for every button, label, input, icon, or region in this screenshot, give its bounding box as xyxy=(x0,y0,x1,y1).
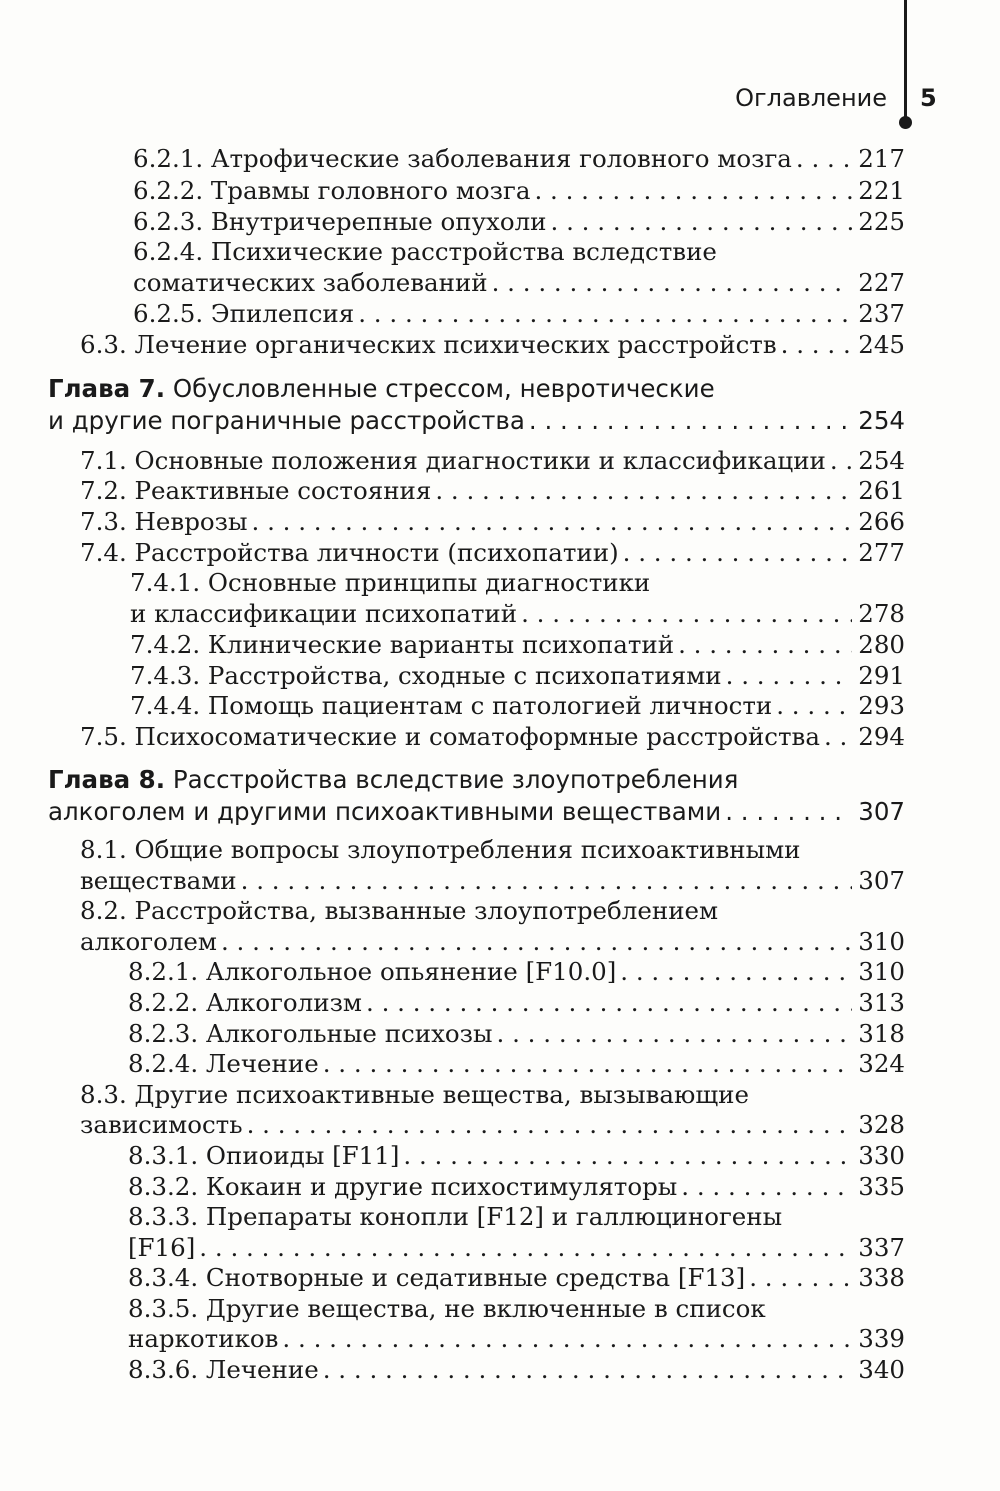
toc-entry-title: 7.3. Неврозы xyxy=(80,507,248,536)
chapter-title: Расстройства вследствие злоупотребления xyxy=(172,765,739,794)
toc-entry-title[interactable]: 6.2.4. Психические расстройства вследствие xyxy=(133,237,717,266)
toc-leader xyxy=(252,506,853,537)
toc-entry-title: алкоголем и другими психоактивными веществами xyxy=(48,797,722,826)
toc-entry-title[interactable]: 8.3. Другие психоактивные вещества, вызывающие xyxy=(80,1080,749,1109)
toc-entry-page: 330 xyxy=(858,1141,905,1170)
toc-entry-page: 337 xyxy=(858,1233,905,1262)
toc-entry-page: 221 xyxy=(858,176,905,205)
toc-entry[interactable] xyxy=(128,1232,905,1263)
toc-entry-title: 8.3.1. Опиоиды [F11] xyxy=(128,1141,400,1170)
toc-leader xyxy=(521,598,852,629)
toc-entry[interactable] xyxy=(80,1109,905,1140)
toc-entry-page: 335 xyxy=(858,1172,905,1201)
toc-entry-page: 254 xyxy=(858,446,905,475)
toc-entry-title[interactable]: 8.3.3. Препараты конопли [F12] и галлюциногены xyxy=(128,1202,783,1231)
toc-entry[interactable] xyxy=(130,598,905,629)
toc-entry[interactable] xyxy=(130,629,905,660)
toc-entry[interactable] xyxy=(80,721,905,752)
toc-entry-title: [F16] xyxy=(128,1233,196,1262)
toc-entry[interactable] xyxy=(80,865,905,896)
toc-entry-title: 7.4.4. Помощь пациентам с патологией личности xyxy=(130,691,773,720)
toc-leader xyxy=(497,1018,853,1049)
toc-entry[interactable] xyxy=(128,987,905,1018)
toc-leader xyxy=(247,1109,853,1140)
toc-leader xyxy=(781,329,853,360)
toc-entry-page: 245 xyxy=(858,330,905,359)
toc-entry-title[interactable]: 8.3.5. Другие вещества, не включенные в список xyxy=(128,1294,766,1323)
toc-entry[interactable] xyxy=(133,298,905,329)
toc-entry[interactable] xyxy=(48,405,905,436)
toc-entry-page: 293 xyxy=(858,691,905,720)
toc-entry[interactable] xyxy=(128,956,905,987)
toc-entry-page: 261 xyxy=(858,476,905,505)
toc-entry-title: наркотиков xyxy=(128,1324,279,1353)
toc-entry[interactable] xyxy=(128,1048,905,1079)
toc-entry[interactable] xyxy=(133,143,905,174)
toc-leader xyxy=(282,1323,852,1354)
toc-entry-title: 8.3.6. Лечение xyxy=(128,1355,319,1384)
toc-entry-title: 7.4. Расстройства личности (психопатии) xyxy=(80,538,619,567)
toc-entry[interactable] xyxy=(128,1323,905,1354)
toc-entry-page: 307 xyxy=(858,866,905,895)
toc-leader xyxy=(529,405,852,436)
chapter-8-heading[interactable] xyxy=(48,764,738,795)
toc-leader xyxy=(551,206,853,237)
toc-entry[interactable] xyxy=(80,445,905,476)
toc-leader xyxy=(749,1262,852,1293)
toc-entry-page: 225 xyxy=(858,207,905,236)
toc-entry-title[interactable]: 8.1. Общие вопросы злоупотребления психоактивными xyxy=(80,835,801,864)
toc-entry-title: 6.2.2. Травмы головного мозга xyxy=(133,176,531,205)
toc-leader xyxy=(403,1140,852,1171)
running-header-title: Оглавление xyxy=(735,84,887,112)
toc-leader xyxy=(221,926,852,957)
toc-entry-title[interactable]: 7.4.1. Основные принципы диагностики xyxy=(130,568,651,597)
toc-leader xyxy=(620,956,852,987)
toc-leader xyxy=(678,629,852,660)
toc-leader xyxy=(199,1232,852,1263)
toc-entry-title: 7.2. Реактивные состояния xyxy=(80,476,432,505)
toc-entry-page: 338 xyxy=(858,1263,905,1292)
toc-leader xyxy=(241,865,853,896)
toc-entry-page: 291 xyxy=(858,661,905,690)
toc-entry-title: веществами xyxy=(80,866,237,895)
toc-leader xyxy=(824,721,852,752)
toc-leader xyxy=(830,445,852,476)
toc-entry[interactable] xyxy=(128,1140,905,1171)
toc-entry-page: 280 xyxy=(858,630,905,659)
toc-entry-page: 340 xyxy=(858,1355,905,1384)
toc-entry-page: 277 xyxy=(858,538,905,567)
toc-leader xyxy=(534,175,852,206)
toc-entry-title: и классификации психопатий xyxy=(130,599,518,628)
toc-leader xyxy=(796,143,852,174)
toc-entry-page: 318 xyxy=(858,1019,905,1048)
toc-entry-page: 254 xyxy=(858,406,905,435)
toc-entry-page: 294 xyxy=(858,722,905,751)
toc-entry-title: соматических заболеваний xyxy=(133,268,488,297)
toc-entry-title: 6.2.5. Эпилепсия xyxy=(133,299,355,328)
toc-entry-page: 227 xyxy=(858,268,905,297)
toc-entry-title: 6.2.1. Атрофические заболевания головного мозга xyxy=(133,144,792,173)
toc-entry-title: 8.2.2. Алкоголизм xyxy=(128,988,362,1017)
toc-leader xyxy=(623,537,853,568)
toc-entry-page: 313 xyxy=(858,988,905,1017)
toc-entry-page: 237 xyxy=(858,299,905,328)
toc-entry-page: 310 xyxy=(858,927,905,956)
toc-entry[interactable] xyxy=(130,690,905,721)
toc-entry-title: 7.1. Основные положения диагностики и классификации xyxy=(80,446,826,475)
toc-entry-title[interactable]: 8.2. Расстройства, вызванные злоупотреблением xyxy=(80,896,719,925)
toc-entry-page: 217 xyxy=(858,144,905,173)
toc-leader xyxy=(725,796,852,827)
toc-leader xyxy=(492,267,853,298)
toc-entry[interactable] xyxy=(128,1018,905,1049)
toc-entry[interactable] xyxy=(80,329,905,360)
toc-entry[interactable] xyxy=(80,537,905,568)
toc-leader xyxy=(726,660,853,691)
toc-entry-page: 307 xyxy=(858,797,905,826)
toc-entry-title: и другие пограничные расстройства xyxy=(48,406,525,435)
toc-entry-title: зависимость xyxy=(80,1110,243,1139)
toc-entry[interactable] xyxy=(80,475,905,506)
toc-entry-page: 339 xyxy=(858,1324,905,1353)
chapter-7-heading[interactable] xyxy=(48,373,715,404)
toc-entry-title: 7.5. Психосоматические и соматоформные расстройства xyxy=(80,722,820,751)
toc-leader xyxy=(323,1048,853,1079)
toc-entry[interactable] xyxy=(133,267,905,298)
toc-entry-page: 324 xyxy=(858,1049,905,1078)
toc-leader xyxy=(435,475,852,506)
toc-entry-title: 8.2.4. Лечение xyxy=(128,1049,319,1078)
toc-entry-title: 6.2.3. Внутричерепные опухоли xyxy=(133,207,547,236)
chapter-label: Глава 7. xyxy=(48,374,166,403)
toc-leader xyxy=(358,298,852,329)
toc-entry-title: 8.3.4. Снотворные и седативные средства [F13] xyxy=(128,1263,746,1292)
toc-entry[interactable] xyxy=(80,926,905,957)
toc-entry-title: 8.3.2. Кокаин и другие психостимуляторы xyxy=(128,1172,678,1201)
toc-leader xyxy=(323,1354,853,1385)
toc-entry-page: 328 xyxy=(858,1110,905,1139)
toc-entry-title: 7.4.3. Расстройства, сходные с психопатиями xyxy=(130,661,722,690)
toc-entry[interactable] xyxy=(128,1354,905,1385)
toc-entry[interactable] xyxy=(133,175,905,206)
toc-entry[interactable] xyxy=(133,206,905,237)
chapter-label: Глава 8. xyxy=(48,765,166,794)
toc-entry[interactable] xyxy=(80,506,905,537)
toc-leader xyxy=(681,1171,852,1202)
toc-entry[interactable] xyxy=(130,660,905,691)
chapter-title: Обусловленные стрессом, невротические xyxy=(172,374,715,403)
toc-leader xyxy=(366,987,852,1018)
toc-entry-page: 266 xyxy=(858,507,905,536)
toc-entry-page: 278 xyxy=(858,599,905,628)
toc-entry-title: 8.2.3. Алкогольные психозы xyxy=(128,1019,493,1048)
toc-leader xyxy=(776,690,852,721)
toc-entry-page: 310 xyxy=(858,957,905,986)
toc-entry-title: 7.4.2. Клинические варианты психопатий xyxy=(130,630,675,659)
toc-entry-title: 6.3. Лечение органических психических расстройств xyxy=(80,330,777,359)
page-number: 5 xyxy=(920,84,937,112)
toc-entry[interactable] xyxy=(128,1171,905,1202)
toc-entry[interactable] xyxy=(128,1262,905,1293)
toc-entry[interactable] xyxy=(48,796,905,827)
toc-entry-title: алкоголем xyxy=(80,927,217,956)
toc-entry-title: 8.2.1. Алкогольное опьянение [F10.0] xyxy=(128,957,617,986)
